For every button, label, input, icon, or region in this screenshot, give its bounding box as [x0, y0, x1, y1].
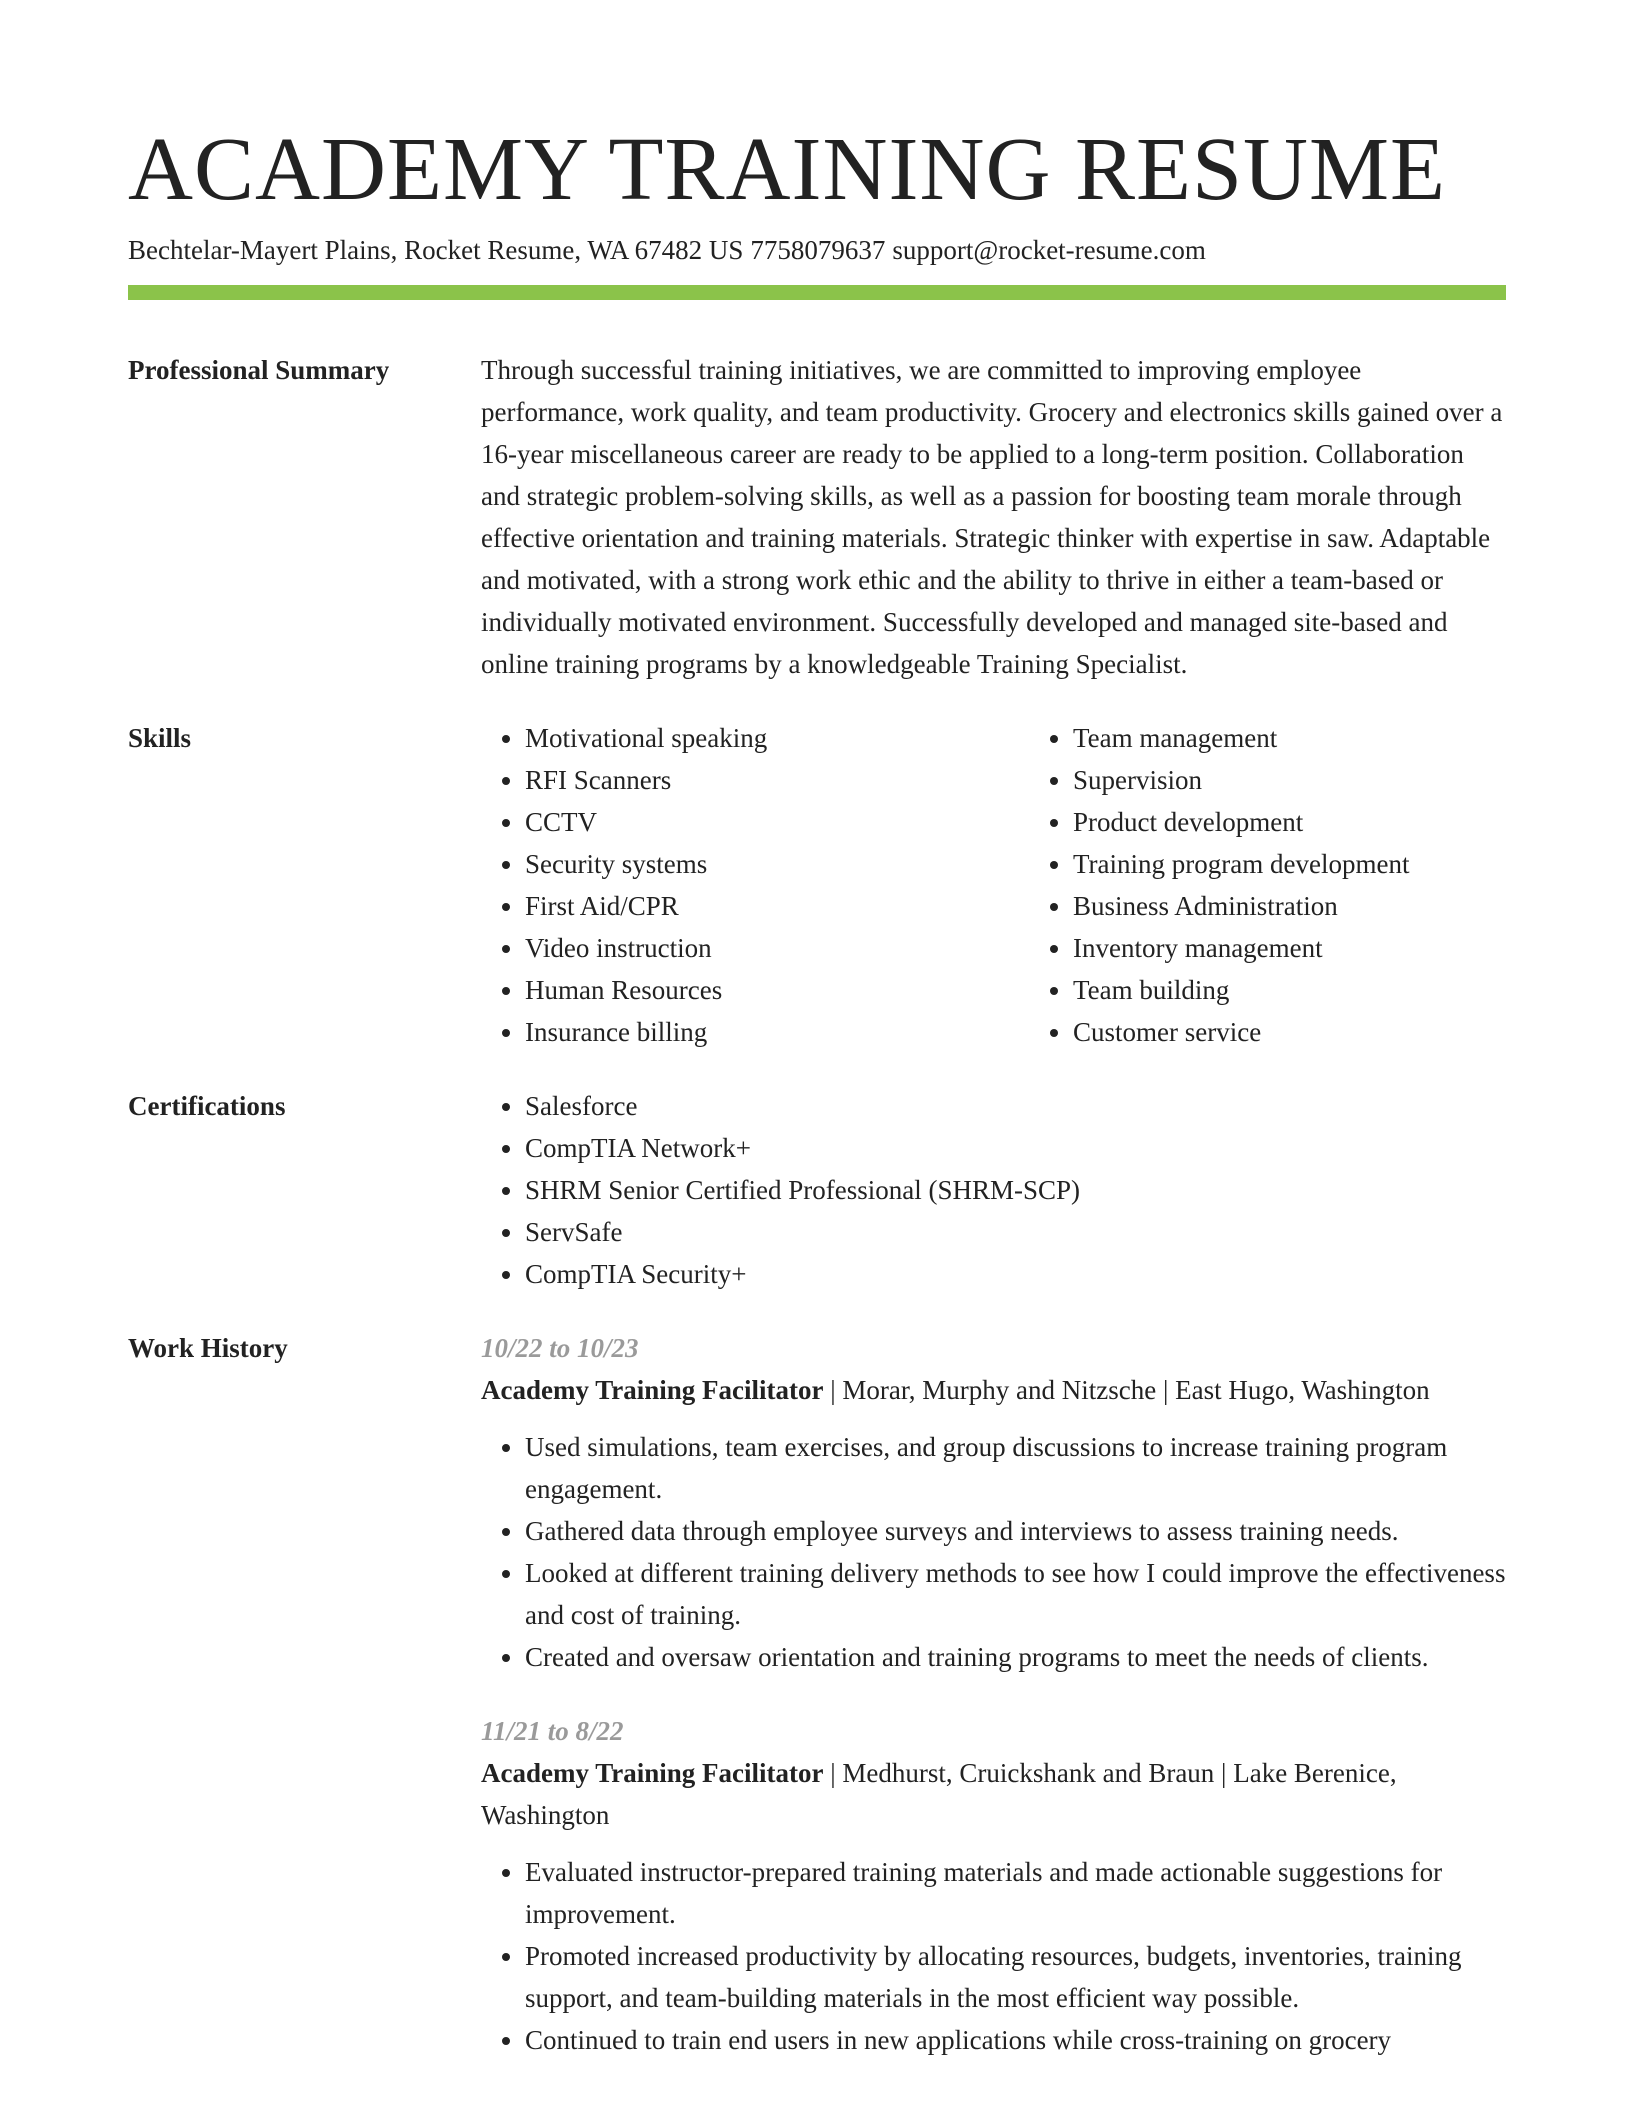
address: Bechtelar-Mayert Plains, Rocket Resume, WA 67482 US	[128, 235, 744, 265]
certifications-list	[481, 1085, 1506, 1295]
skill-item: • Security systems	[525, 843, 1029, 885]
skill-item: • Insurance billing	[525, 1011, 1029, 1053]
certifications-section	[128, 1085, 1506, 1295]
resume-page	[128, 118, 1506, 2061]
job-bullet: • Gathered data through employee surveys and interviews to assess training needs.	[525, 1510, 1506, 1552]
section-title-work-history: Work History	[128, 1333, 288, 1363]
certifications-body	[481, 1085, 1506, 1295]
header-divider	[128, 285, 1506, 300]
work-history-body	[481, 1327, 1506, 2061]
skill-item: • Video instruction	[525, 927, 1029, 969]
skills-columns	[481, 717, 1506, 1053]
job-heading	[481, 1369, 1506, 1411]
certification-item: • CompTIA Network+	[525, 1127, 1506, 1169]
skill-item: • Business Administration	[1073, 885, 1506, 927]
email-link[interactable]: support@rocket-resume.com	[892, 235, 1206, 265]
skills-list-left	[481, 717, 1029, 1053]
skill-item: • CCTV	[525, 801, 1029, 843]
job-bullet: • Evaluated instructor-prepared training materials and made actionable suggestions for improvement.	[525, 1851, 1506, 1935]
certification-item: • SHRM Senior Certified Professional (SHRM-SCP)	[525, 1169, 1506, 1211]
skills-section	[128, 717, 1506, 1053]
skills-list-right	[1029, 717, 1506, 1053]
skill-item: • Inventory management	[1073, 927, 1506, 969]
skill-item: • Product development	[1073, 801, 1506, 843]
section-title-certifications: Certifications	[128, 1091, 286, 1121]
skill-item: • Human Resources	[525, 969, 1029, 1011]
certification-item: • ServSafe	[525, 1211, 1506, 1253]
job-dates: 11/21 to 8/22	[481, 1716, 624, 1746]
skill-item: • Training program development	[1073, 843, 1506, 885]
job-bullet: • Promoted increased productivity by allocating resources, budgets, inventories, training support, and team-building materials in the most efficient way possible.	[525, 1935, 1506, 2019]
skill-item: • First Aid/CPR	[525, 885, 1029, 927]
certification-item: • Salesforce	[525, 1085, 1506, 1127]
job-bullet: • Continued to train end users in new applications while cross-training on grocery	[525, 2019, 1506, 2061]
summary-section	[128, 349, 1506, 685]
job-bullets	[481, 1426, 1506, 1678]
phone: 7758079637	[750, 235, 886, 265]
resume-title: ACADEMY TRAINING RESUME	[128, 120, 1447, 219]
job-bullets	[481, 1851, 1506, 2061]
skill-item: • Motivational speaking	[525, 717, 1029, 759]
certification-item: • CompTIA Security+	[525, 1253, 1506, 1295]
job-bullet: • Looked at different training delivery methods to see how I could improve the effectiveness and cost of training.	[525, 1552, 1506, 1636]
job-title: Academy Training Facilitator	[481, 1758, 824, 1788]
skill-item: • Customer service	[1073, 1011, 1506, 1053]
skill-item: • Team management	[1073, 717, 1506, 759]
job-details: | Medhurst, Cruickshank and Braun | Lake Berenice, Washington	[481, 1758, 1397, 1830]
job-entry	[481, 1710, 1506, 2061]
skill-item: • Team building	[1073, 969, 1506, 1011]
job-bullet: • Used simulations, team exercises, and group discussions to increase training program engagement.	[525, 1426, 1506, 1510]
job-entry	[481, 1327, 1506, 1678]
section-title-skills: Skills	[128, 723, 192, 753]
job-bullet: • Created and oversaw orientation and training programs to meet the needs of clients.	[525, 1636, 1506, 1678]
job-title: Academy Training Facilitator	[481, 1375, 824, 1405]
skill-item: • RFI Scanners	[525, 759, 1029, 801]
job-dates: 10/22 to 10/23	[481, 1333, 639, 1363]
skill-item: • Supervision	[1073, 759, 1506, 801]
work-history-section	[128, 1327, 1506, 2061]
section-title-summary: Professional Summary	[128, 355, 390, 385]
job-details: | Morar, Murphy and Nitzsche | East Hugo, Washington	[823, 1375, 1430, 1405]
summary-text: Through successful training initiatives, we are committed to improving employee performance, work quality, and team productivity. Grocery and electronics skills gained over a 16-year miscellaneous career are ready to be applied to a long-term position. Collaboration and strategic problem-solving skills, as well as a passion for boosting team morale through effective orientation and training materials. Strategic thinker with expertise in saw. Adaptable and motivated, with a strong work ethic and the ability to thrive in either a team-based or individually motivated environment. Successfully developed and managed site-based and online training programs by a knowledgeable Training Specialist.	[481, 355, 1503, 679]
contact-line	[128, 232, 1506, 268]
job-heading	[481, 1752, 1506, 1836]
